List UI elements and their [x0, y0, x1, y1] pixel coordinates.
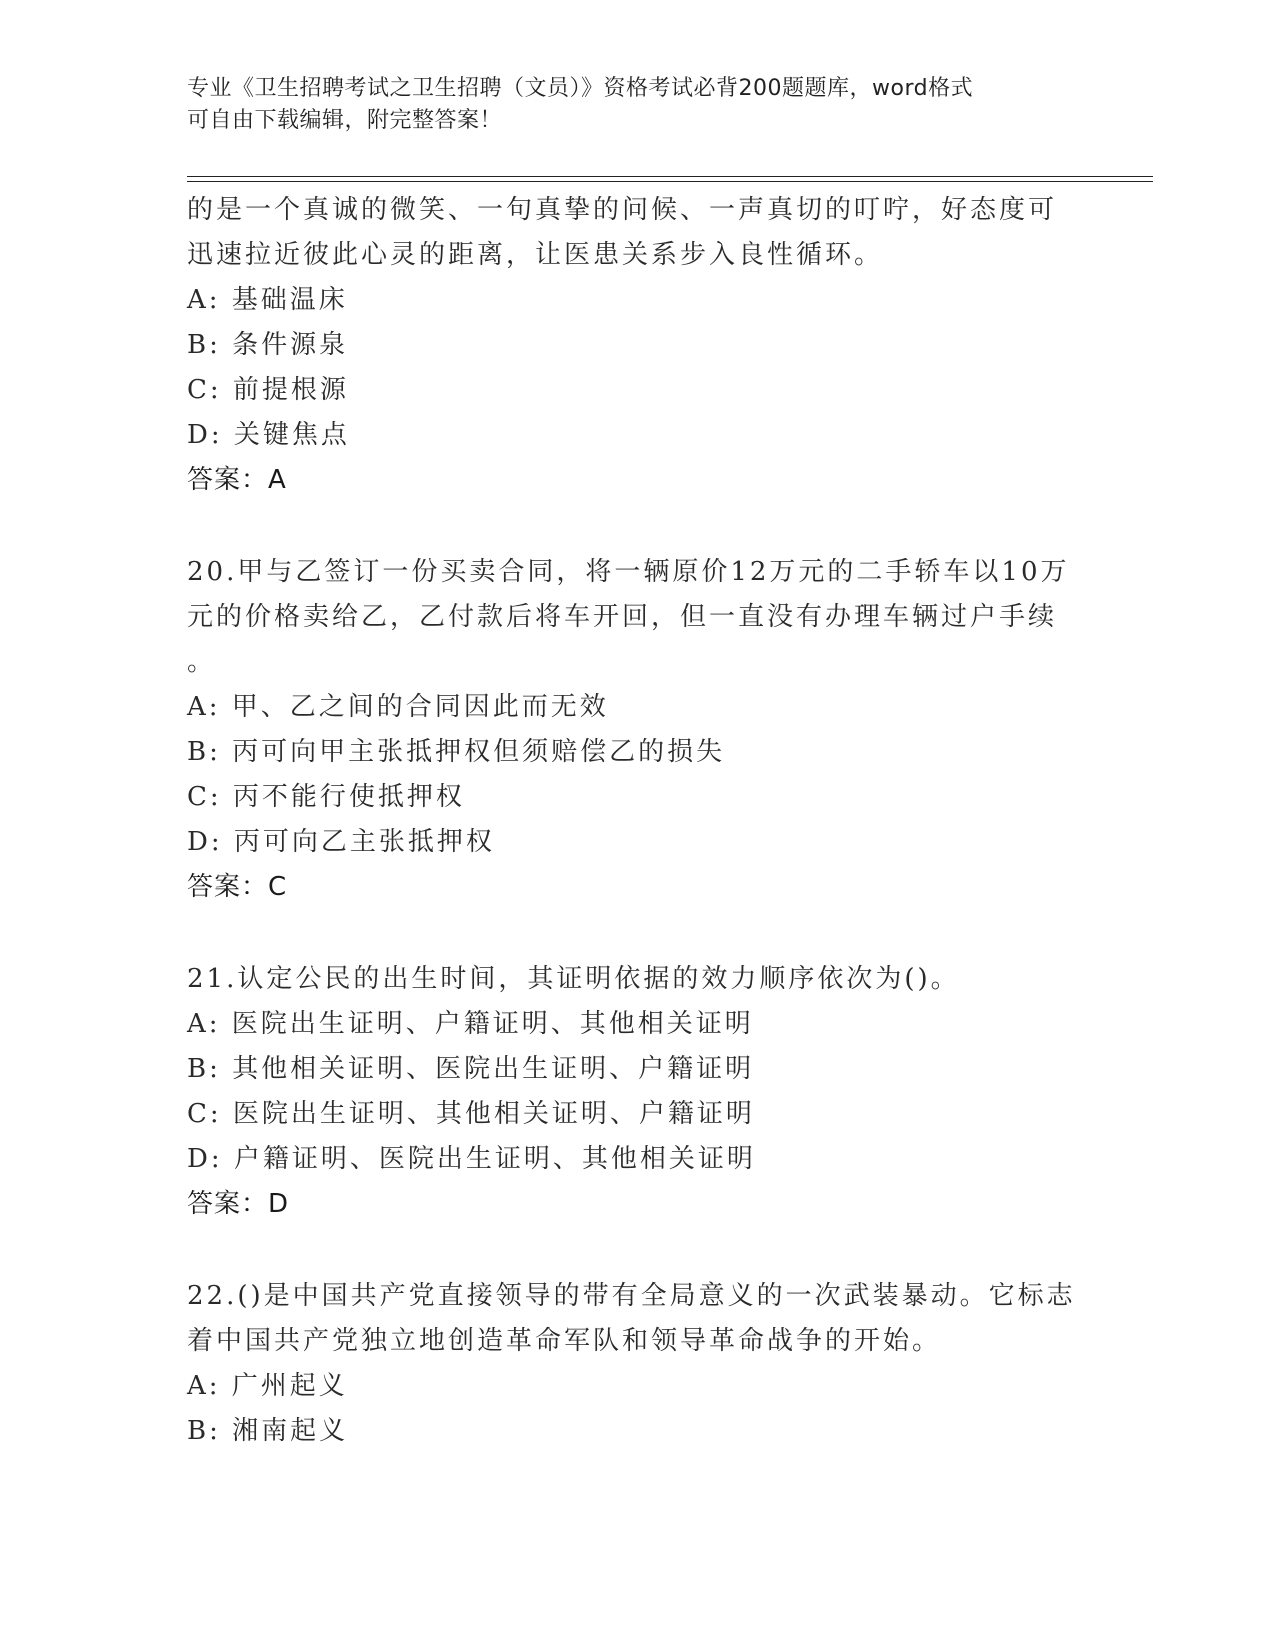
- option-b: B: 条件源泉: [187, 330, 349, 360]
- question-text-line: 的是一个真诚的微笑、一句真挚的问候、一声真切的叮咛，好态度可: [187, 195, 1058, 225]
- answer-line: 答案：D: [187, 1189, 290, 1219]
- question-block-21: [187, 957, 1087, 1227]
- option-b: B: 湘南起义: [187, 1416, 349, 1446]
- answer-line: 答案：C: [187, 872, 288, 902]
- question-text-line: 22.()是中国共产党直接领导的带有全局意义的一次武装暴动。它标志: [187, 1281, 1076, 1311]
- header-divider-bottom: [187, 181, 1153, 182]
- page-header: [187, 73, 1067, 137]
- option-d: D: 户籍证明、医院出生证明、其他相关证明: [187, 1144, 756, 1174]
- option-b: B: 其他相关证明、医院出生证明、户籍证明: [187, 1054, 755, 1084]
- option-d: D: 关键焦点: [187, 420, 350, 450]
- question-text-line: 着中国共产党独立地创造革命军队和领导革命战争的开始。: [187, 1326, 942, 1356]
- header-title-line-1: 专业《卫生招聘考试之卫生招聘（文员）》资格考试必背200题题库，word格式: [187, 76, 974, 101]
- option-c: C: 丙不能行使抵押权: [187, 782, 465, 812]
- header-divider-top: [187, 176, 1153, 177]
- option-d: D: 丙可向乙主张抵押权: [187, 827, 495, 857]
- question-block-20: [187, 550, 1087, 910]
- answer-line: 答案：A: [187, 465, 287, 495]
- question-block-22: [187, 1274, 1087, 1454]
- option-a: A: 甲、乙之间的合同因此而无效: [187, 692, 609, 722]
- option-a: A: 广州起义: [187, 1371, 348, 1401]
- option-a: A: 基础温床: [187, 285, 348, 315]
- question-text-line: 迅速拉近彼此心灵的距离，让医患关系步入良性循环。: [187, 240, 884, 270]
- option-c: C: 医院出生证明、其他相关证明、户籍证明: [187, 1099, 755, 1129]
- question-content: [187, 188, 1087, 1454]
- question-spacer: [187, 910, 1087, 957]
- question-text-line: 20.甲与乙签订一份买卖合同，将一辆原价12万元的二手轿车以10万: [187, 557, 1070, 587]
- option-b: B: 丙可向甲主张抵押权但须赔偿乙的损失: [187, 737, 726, 767]
- question-text-line: 元的价格卖给乙，乙付款后将车开回，但一直没有办理车辆过户手续: [187, 602, 1058, 632]
- option-a: A: 医院出生证明、户籍证明、其他相关证明: [187, 1009, 754, 1039]
- question-text-line: 。: [187, 647, 217, 677]
- question-text-line: 21.认定公民的出生时间，其证明依据的效力顺序依次为()。: [187, 964, 960, 994]
- question-spacer: [187, 503, 1087, 550]
- option-c: C: 前提根源: [187, 375, 349, 405]
- question-spacer: [187, 1227, 1087, 1274]
- header-title-line-2: 可自由下载编辑，附完整答案！: [187, 108, 503, 133]
- question-block-continued: [187, 188, 1087, 503]
